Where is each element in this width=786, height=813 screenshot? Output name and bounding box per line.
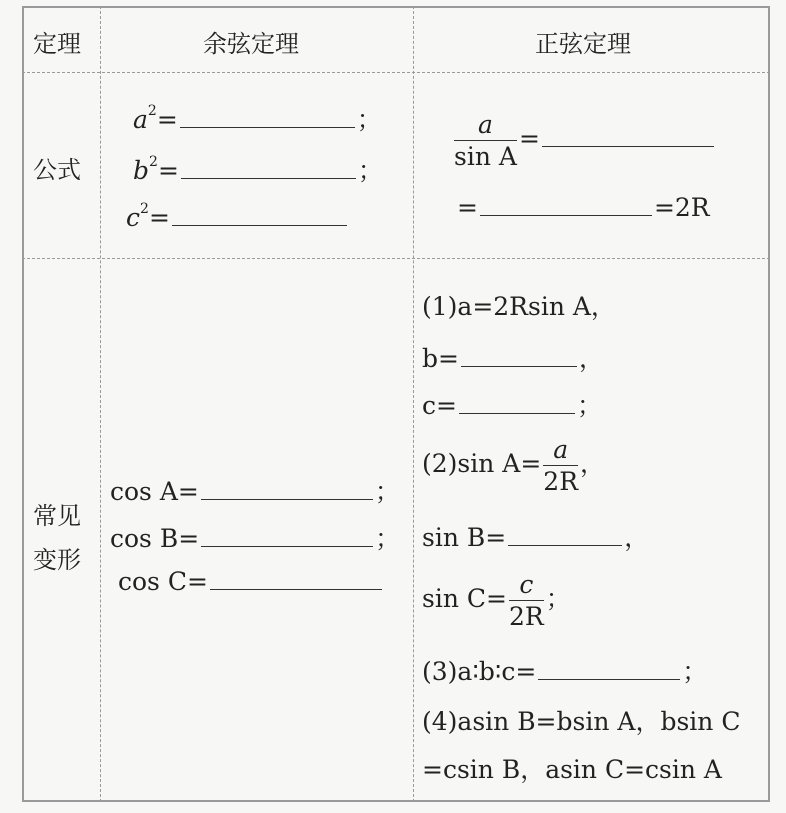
row-divider xyxy=(22,258,770,259)
header-theorem: 定理 xyxy=(33,30,81,58)
answer-blank[interactable] xyxy=(542,124,714,147)
cosine-formula-b: $b^2=$ ； xyxy=(133,153,383,185)
row-label-variants-1: 常见 xyxy=(33,502,81,530)
row-divider xyxy=(22,72,770,73)
answer-blank[interactable] xyxy=(180,105,355,128)
answer-blank[interactable] xyxy=(480,193,652,216)
sine-variant-sinb: sin B= ， xyxy=(422,523,650,552)
answer-blank[interactable] xyxy=(172,203,347,226)
cosine-variant-c: cos C= xyxy=(118,567,384,596)
sine-formula-line2: = =2R xyxy=(457,193,710,222)
sine-variant-sinc: sin C= $\frac{c}{2R}$ ； xyxy=(422,570,571,631)
cosine-variant-a: cos A= ； xyxy=(110,477,400,506)
sine-variant-b: b= ， xyxy=(422,344,604,373)
cosine-formula-a: $a^2=$ ； xyxy=(133,102,382,134)
answer-blank[interactable] xyxy=(181,156,356,179)
answer-blank[interactable] xyxy=(201,477,373,500)
sine-variant-3: (3)a∶b∶c= ； xyxy=(422,657,708,686)
column-divider xyxy=(413,6,414,802)
answer-blank[interactable] xyxy=(538,657,680,680)
sine-variant-1: (1)a=2Rsin A， xyxy=(422,292,616,321)
answer-blank[interactable] xyxy=(201,524,373,547)
cosine-formula-c: $c^2=$ xyxy=(126,203,349,232)
sine-variant-c: c= ； xyxy=(422,391,602,420)
column-divider xyxy=(100,6,101,802)
sine-variant-4-line1: (4)asin B=bsin A，bsin C xyxy=(422,707,741,736)
cosine-variant-b: cos B= ； xyxy=(110,524,401,553)
header-cosine-law: 余弦定理 xyxy=(203,30,299,58)
header-sine-law: 正弦定理 xyxy=(535,30,631,58)
sine-variant-4-line2: =csin B，asin C=csin A xyxy=(422,755,722,784)
answer-blank[interactable] xyxy=(210,567,382,590)
row-label-formula: 公式 xyxy=(33,156,81,184)
sine-formula-line1: $\frac{a}{\text{sin A}}$ = xyxy=(452,112,716,169)
answer-blank[interactable] xyxy=(461,344,577,367)
row-label-variants-2: 变形 xyxy=(33,546,81,574)
answer-blank[interactable] xyxy=(508,523,622,546)
answer-blank[interactable] xyxy=(459,391,575,414)
sine-variant-2: (2)sin A= $\frac{a}{2R}$ ， xyxy=(422,435,606,496)
